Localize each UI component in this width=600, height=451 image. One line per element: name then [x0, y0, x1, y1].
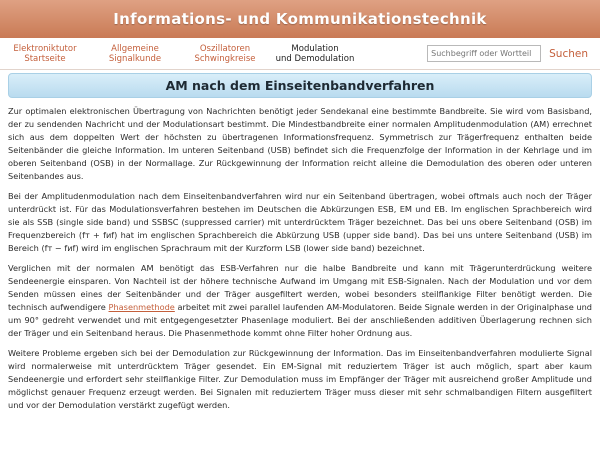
phasenmethode-link[interactable]: Phasenmethode — [108, 302, 175, 312]
main-navigation — [0, 38, 600, 70]
nav-item-sublabel: Startseite — [24, 53, 66, 64]
nav-item-startseite[interactable] — [0, 44, 90, 64]
page-title: AM nach dem Einseitenbandverfahren — [165, 78, 435, 93]
search-button[interactable]: Suchen — [549, 47, 588, 60]
site-header — [0, 0, 600, 38]
nav-item-label: Allgemeine — [111, 43, 159, 54]
site-title: Informations- und Kommunikationstechnik — [113, 10, 487, 28]
search-input[interactable] — [427, 45, 541, 62]
nav-item-sublabel: und Demodulation — [275, 53, 355, 64]
paragraph-1: Zur optimalen elektronischen Übertragung von Nachrichten benötigt jeder Sendekanal eine bestimmte Bandbreite. Sie wird vom Basisband, der zu sendenden Nachricht und der Modulationsart bestimmt. Die Mindestbandbreite einer normalen Amplitudenmodulation (AM) errechnet sich aus dem doppelten Wert der höchsten zu übertragenen Informationsfrequenz. Symmetrisch zur Trägerfrequenz enthalten beide Seitenbänder die gleiche Information. Im unteren Seitenband (USB) befindet sich die Frequenzfolge der Information in der Kehrlage und im oberen Seitenband (OSB) in der Normallage. Zur Rückgewinnung der Information reicht alleine die Demodulation des oberen oder unteren Seitenbandes aus. — [8, 106, 592, 181]
nav-item-sublabel: Schwingkreise — [194, 53, 256, 64]
paragraph-3-text-start: Verglichen mit der normalen AM benötigt das ESB-Verfahren nur die halbe Bandbreite und kann mit Trägerunterdrückung weitere Sendeenergie einsparen. Von Nachteil ist der höhere technische Aufwand im Umgang mit ESB-Signalen. Nach der Modulation und vor dem Senden müssen eines der Seitenbänder und der Träger ausgefiltert werden, wobei besonders steilflankige Filter benötigt werden. Die technisch aufwendigere — [8, 263, 592, 312]
main-content — [0, 70, 600, 412]
nav-item-oszillatoren[interactable] — [180, 44, 270, 64]
paragraph-4: Weitere Probleme ergeben sich bei der Demodulation zur Rückgewinnung der Information. Das im Einseitenbandverfahren modulierte Signal wird normalerweise mit unterdrücktem Träger gesendet. Ein EM-Signal mit reduziertem Träger ist auch möglich, spart aber kaum Sendeenergie und erfordert sehr steilflankige Filter. Zur Demodulation muss im Empfänger der Träger mit ausreichend großer Amplitude und möglichst genauer Frequenz erzeugt werden. Bei Signalen mit reduziertem Träger muss dieser mit sehr schmalbandigen Filtern ausgefiltert und vor der Demodulation verstärkt zugefügt werden. — [8, 348, 592, 410]
paragraph-2: Bei der Amplitudenmodulation nach dem Einseitenbandverfahren wird nur ein Seitenband übertragen, wobei oftmals auch noch der Träger unterdrückt ist. Für das Modulationsverfahren bestehen im Deutschen die Abkürzungen ESB, EM und EB. Im englischen Sprachbereich wird sie als SSB (single side band) und SSBSC (suppressed carrier) mit unterdrücktem Träger bezeichnet. Das bei uns obere Seitenband (OSB) im Frequenzbereich (fт + fиf) hat im englischen Sprachbereich die Abkürzung USB (upper side band). Das bei uns untere Seitenband (USB) im Bereich (fт − fиf) wird im englischen Sprachraum mit der Kurzform LSB (lower side band) bezeichnet. — [8, 191, 592, 253]
nav-item-label: Oszillatoren — [199, 43, 251, 54]
paragraph-3 — [8, 262, 592, 340]
page-title-bar — [8, 73, 592, 98]
nav-item-sublabel: Signalkunde — [108, 53, 162, 64]
search-area — [427, 45, 600, 62]
nav-item-signalkunde[interactable] — [90, 44, 180, 64]
nav-item-label: Elektroniktutor — [13, 43, 77, 54]
nav-item-label: Modulation — [291, 43, 339, 54]
nav-item-modulation[interactable] — [270, 44, 360, 64]
paragraph-3-text-end: arbeitet mit zwei parallel laufenden AM-Modulatoren. Beide Signale werden in der Originalphase und um 90° gedreht verwendet und mit entgegengesetzter Phasenlage moduliert. Bei der anschließenden additiven Überlagerung rechnen sich der Träger und ein Seitenband heraus. Die Phasenmethode kommt ohne Filter hoher Ordnung aus. — [8, 302, 592, 338]
